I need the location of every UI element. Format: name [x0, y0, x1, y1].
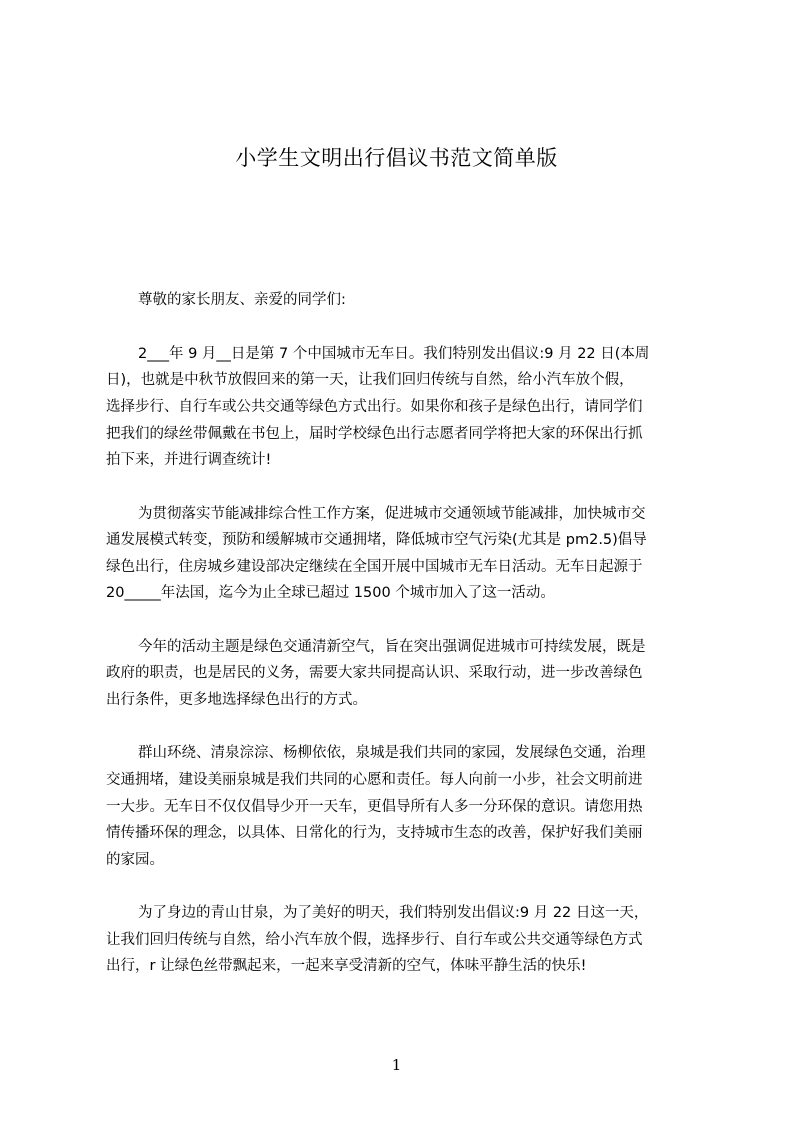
paragraph-5-line-3: 出行，r 让绿色丝带飘起来，一起来享受清新的空气，体味平静生活的快乐!	[106, 958, 587, 974]
page-number: 1	[391, 1056, 402, 1074]
paragraph-3-line-3: 出行条件，更多地选择绿色出行的方式。	[106, 692, 367, 708]
paragraph-1-line-4: 把我们的绿丝带佩戴在书包上，届时学校绿色出行志愿者同学将把大家的环保出行抓	[106, 426, 643, 442]
paragraph-2-line-1: 为贯彻落实节能减排综合性工作方案，促进城市交通领域节能减排，加快城市交	[138, 506, 646, 522]
paragraph-3-line-1: 今年的活动主题是绿色交通清新空气，旨在突出强调促进城市可持续发展，既是	[138, 639, 646, 655]
paragraph-1-line-3: 选择步行、自行车或公共交通等绿色方式出行。如果你和孩子是绿色出行，请同学们	[106, 399, 643, 415]
document-title: 小学生文明出行倡议书范文简单版	[235, 146, 558, 170]
paragraph-4-line-2: 交通拥堵，建设美丽泉城是我们共同的心愿和责任。每人向前一小步，社会文明前进	[106, 772, 643, 788]
paragraph-4-line-5: 的家园。	[106, 852, 164, 868]
paragraph-5-line-1: 为了身边的青山甘泉，为了美好的明天，我们特别发出倡议:9 月 22 日这一天，	[138, 905, 649, 921]
paragraph-1-line-1: 2___年 9 月__日是第 7 个中国城市无车日。我们特别发出倡议:9 月 22 日(本周	[138, 346, 650, 362]
paragraph-4-line-3: 一大步。无车日不仅仅倡导少开一天车，更倡导所有人多一分环保的意识。请您用热	[106, 799, 643, 815]
paragraph-3-line-2: 政府的职责，也是居民的义务，需要大家共同提高认识、采取行动，进一步改善绿色	[106, 665, 643, 681]
paragraph-1-line-5: 拍下来，并进行调查统计!	[106, 452, 272, 468]
greeting-line: 尊敬的家长朋友、亲爱的同学们:	[138, 292, 346, 308]
paragraph-2-line-2: 通发展模式转变，预防和缓解城市交通拥堵，降低城市空气污染(尤其是 pm2.5)倡导	[106, 532, 647, 548]
paragraph-4-line-1: 群山环绕、清泉淙淙、杨柳依依，泉城是我们共同的家园，发展绿色交通，治理	[138, 745, 646, 761]
paragraph-4-line-4: 情传播环保的理念，以具体、日常化的行为，支持城市生态的改善，保护好我们美丽	[106, 825, 643, 841]
paragraph-2-line-4: 20_____年法国，迄今为止全球已超过 1500 个城市加入了这一活动。	[106, 585, 555, 601]
paragraph-2-line-3: 绿色出行，住房城乡建设部决定继续在全国开展中国城市无车日活动。无车日起源于	[106, 559, 643, 575]
paragraph-1-line-2: 日)，也就是中秋节放假回来的第一天，让我们回归传统与自然，给小汽车放个假，	[106, 372, 634, 388]
paragraph-5-line-2: 让我们回归传统与自然，给小汽车放个假，选择步行、自行车或公共交通等绿色方式	[106, 932, 643, 948]
